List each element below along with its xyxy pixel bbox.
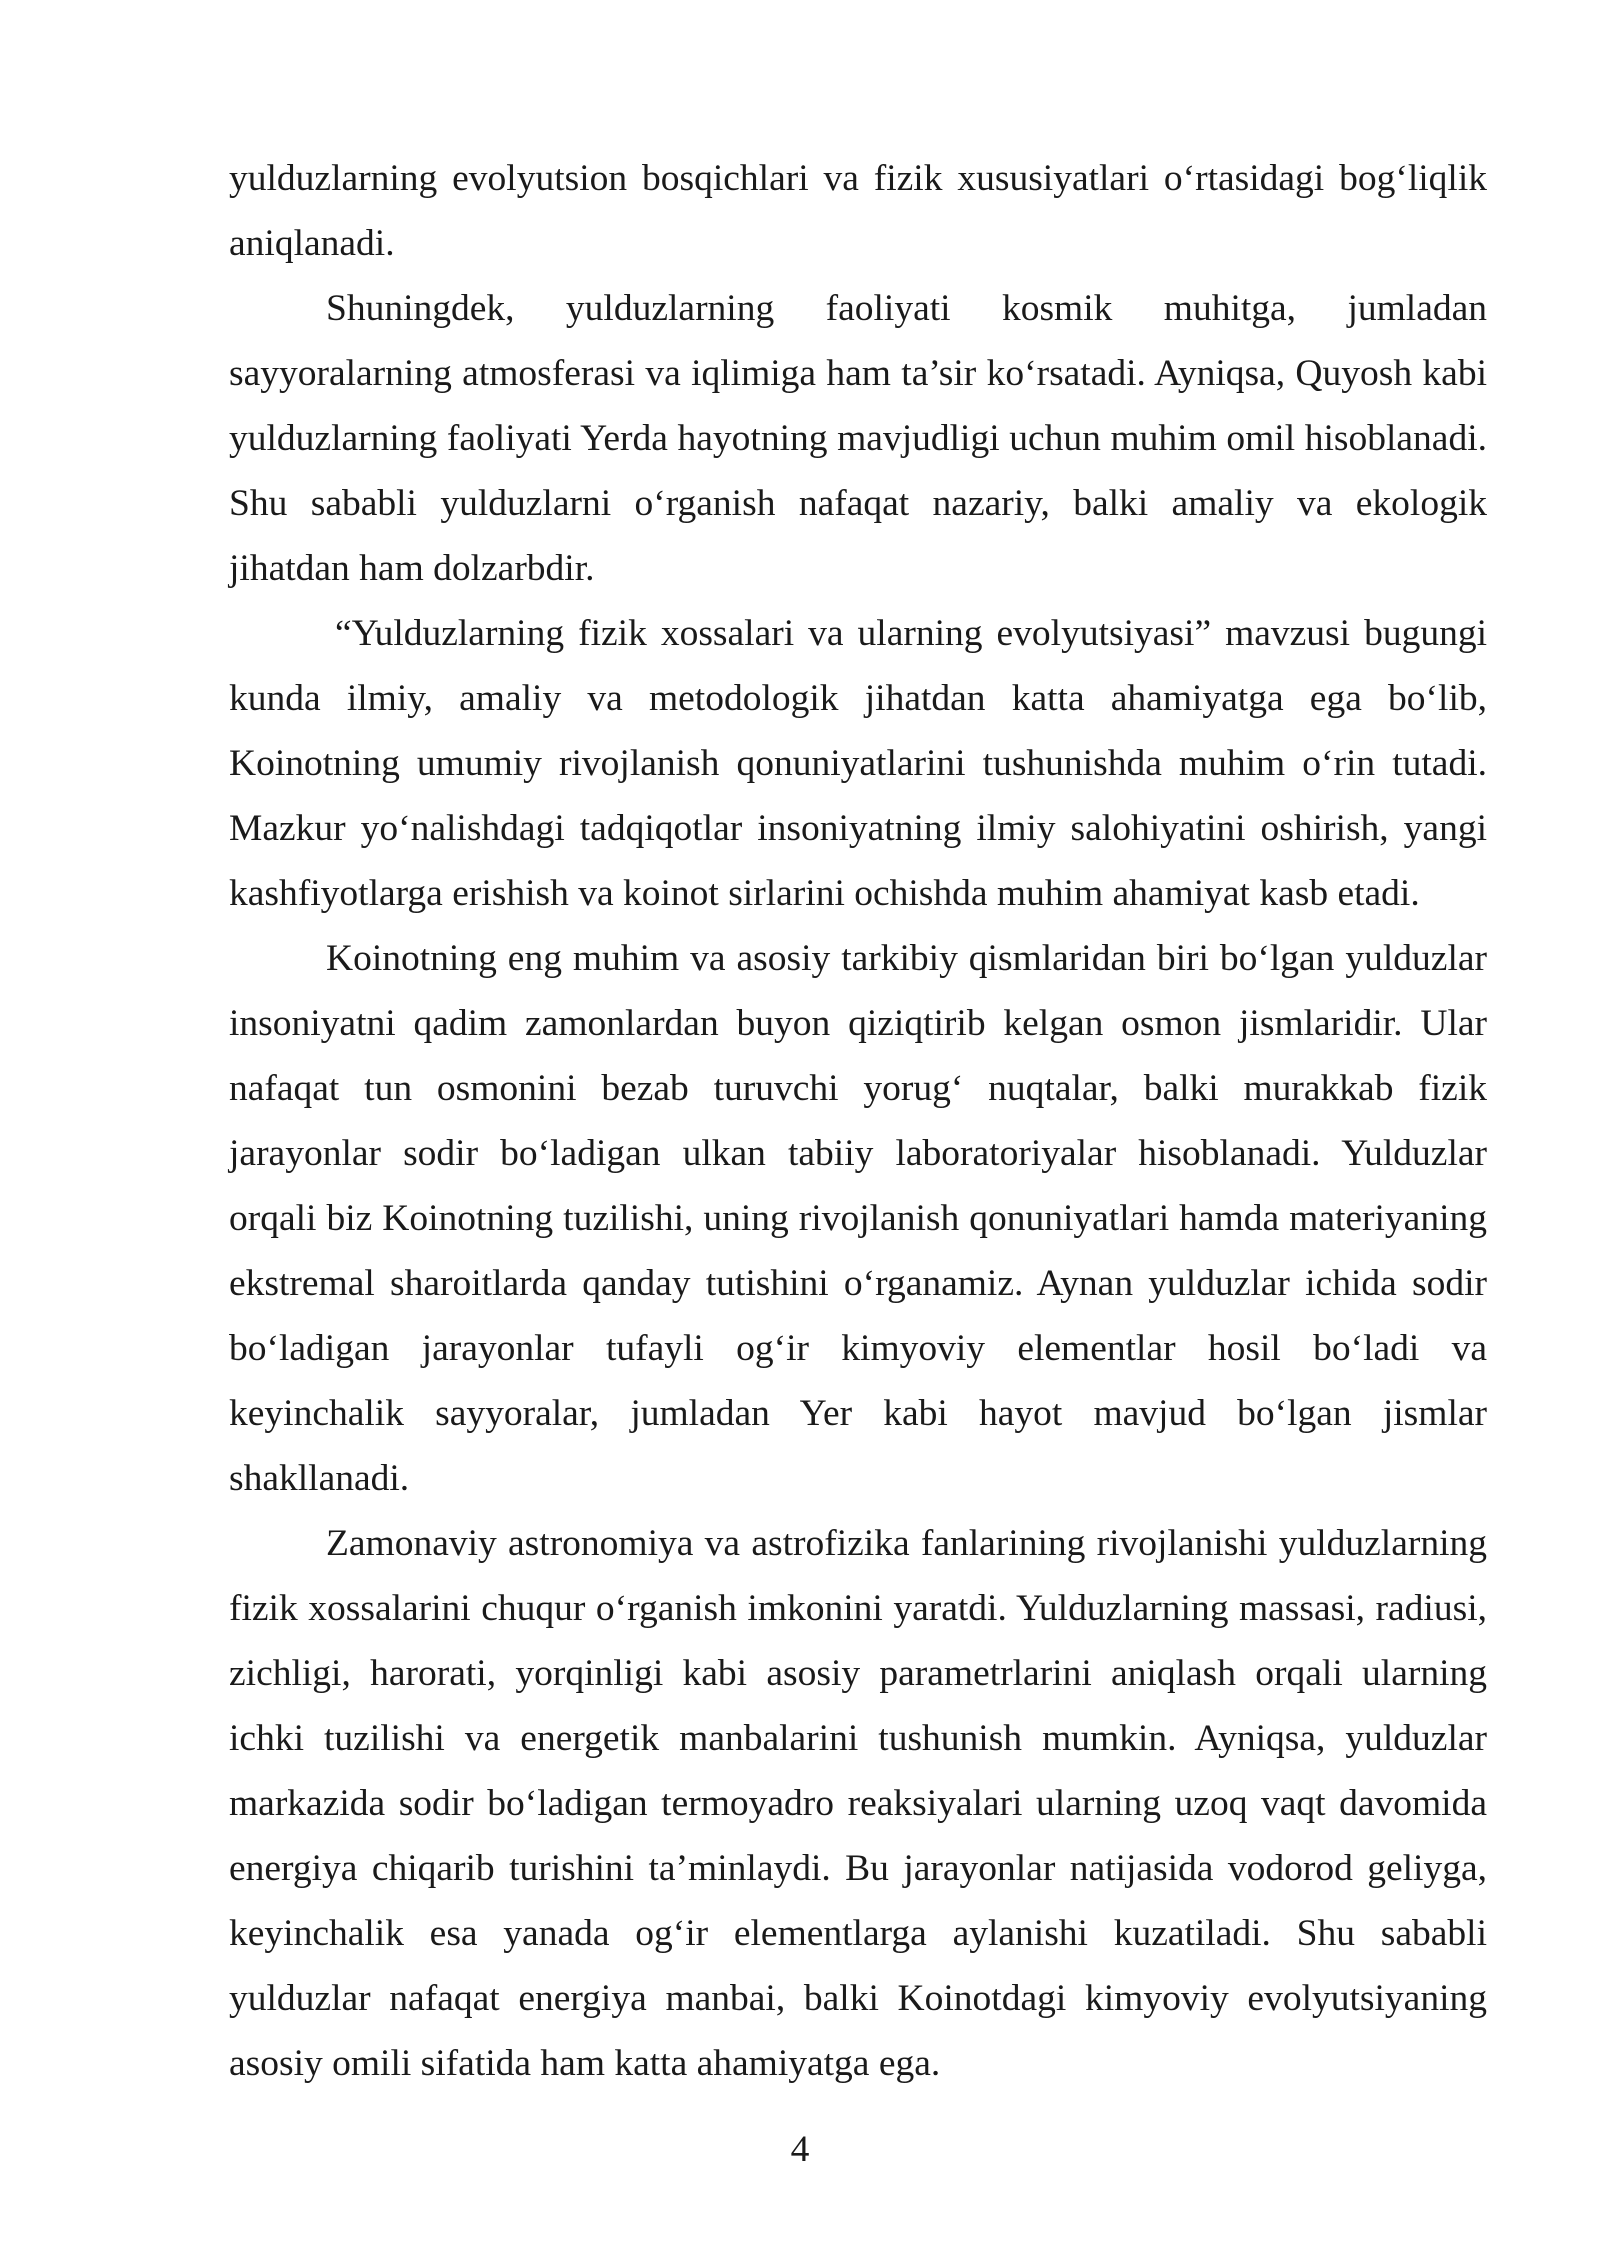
page-number: 4 bbox=[790, 2129, 810, 2170]
paragraph: Zamonaviy astronomiya va astrofizika fanlarining rivojlanishi yulduzlarning fizik xossalarini chuqur o‘rganish imkonini yaratdi. Yulduzlarning massasi, radiusi, zichligi, harorati, yorqinligi kabi asosiy parametrlarini aniqlash orqali ularning ichki tuzilishi va energetik manbalarini tushunish mumkin. Ayniqsa, yulduzlar markazida sodir bo‘ladigan termoyadro reaksiyalari ularning uzoq vaqt davomida energiya chiqarib turishini ta’minlaydi. Bu jarayonlar natijasida vodorod geliyga, keyinchalik esa yanada og‘ir elementlarga aylanishi kuzatiladi. Shu sababli yulduzlar nafaqat energiya manbai, balki Koinotdagi kimyoviy evolyutsiyaning asosiy omili sifatida ham katta ahamiyatga ega. bbox=[229, 1523, 1487, 2084]
paragraph-continuation: yulduzlarning evolyutsion bosqichlari va fizik xususiyatlari o‘rtasidagi bog‘liqlik aniqlanadi. bbox=[229, 158, 1487, 264]
paragraph: Koinotning eng muhim va asosiy tarkibiy qismlaridan biri bo‘lgan yulduzlar insoniyatni qadim zamonlardan buyon qiziqtirib kelgan osmon jismlaridir. Ular nafaqat tun osmonini bezab turuvchi yorug‘ nuqtalar, balki murakkab fizik jarayonlar sodir bo‘ladigan ulkan tabiiy laboratoriyalar hisoblanadi. Yulduzlar orqali biz Koinotning tuzilishi, uning rivojlanish qonuniyatlari hamda materiyaning ekstremal sharoitlarda qanday tutishini o‘rganamiz. Aynan yulduzlar ichida sodir bo‘ladigan jarayonlar tufayli og‘ir kimyoviy elementlar hosil bo‘ladi va keyinchalik sayyoralar, jumladan Yer kabi hayot mavjud bo‘lgan jismlar shakllanadi. bbox=[229, 938, 1487, 1499]
document-body bbox=[229, 146, 1487, 2096]
paragraph: Shuningdek, yulduzlarning faoliyati kosmik muhitga, jumladan sayyoralarning atmosferasi va iqlimiga ham ta’sir ko‘rsatadi. Ayniqsa, Quyosh kabi yulduzlarning faoliyati Yerda hayotning mavjudligi uchun muhim omil hisoblanadi. Shu sababli yulduzlarni o‘rganish nafaqat nazariy, balki amaliy va ekologik jihatdan ham dolzarbdir. bbox=[229, 288, 1487, 589]
paragraph: “Yulduzlarning fizik xossalari va ularning evolyutsiyasi” mavzusi bugungi kunda ilmiy, amaliy va metodologik jihatdan katta ahamiyatga ega bo‘lib, Koinotning umumiy rivojlanish qonuniyatlarini tushunishda muhim o‘rin tutadi. Mazkur yo‘nalishdagi tadqiqotlar insoniyatning ilmiy salohiyatini oshirish, yangi kashfiyotlarga erishish va koinot sirlarini ochishda muhim ahamiyat kasb etadi. bbox=[229, 613, 1487, 914]
